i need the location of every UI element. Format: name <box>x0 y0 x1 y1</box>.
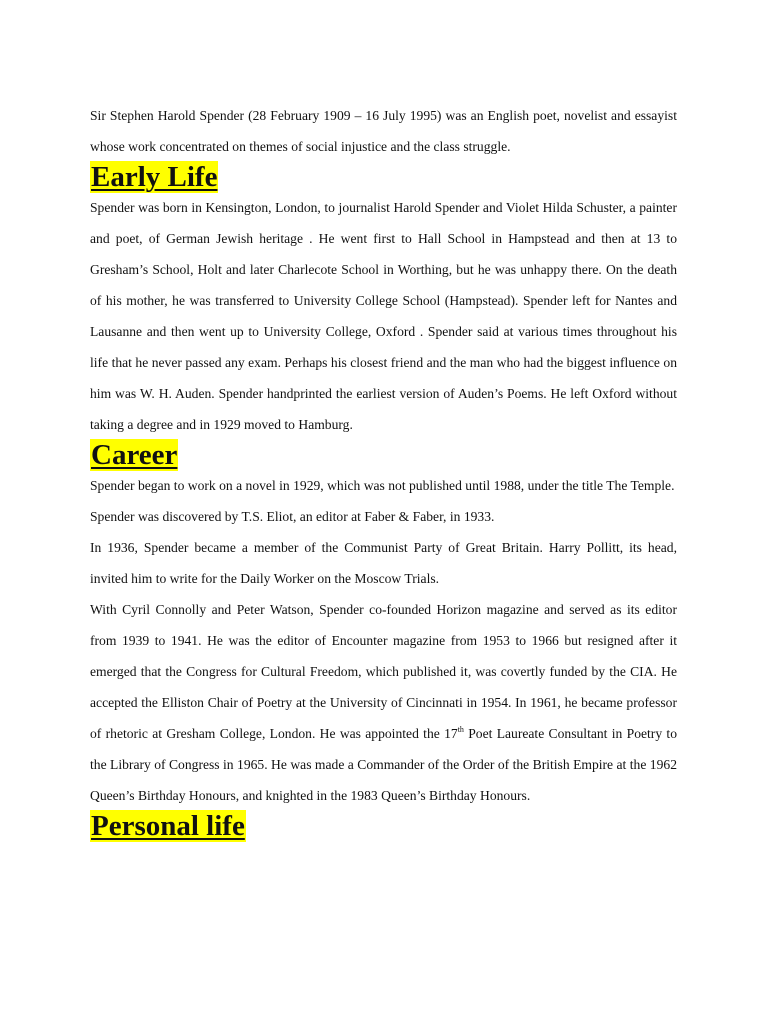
early-life-heading-text: Early Life <box>91 161 218 193</box>
ordinal-superscript: th <box>457 725 464 734</box>
career-paragraph-novel: Spender began to work on a novel in 1929, which was not published until 1988, under the title The Temple. <box>90 478 675 493</box>
career-paragraph-eliot: Spender was discovered by T.S. Eliot, an editor at Faber & Faber, in 1933. <box>90 509 495 524</box>
career-paragraph-horizon-part1: With Cyril Connolly and Peter Watson, Spender co-founded Horizon magazine and served as its editor from 1939 to 1941. He was the editor of Encounter magazine from 1953 to 1966 but resigned after it emerged that the Congress for Cultural Freedom, which published it, was covertly funded by the CIA. He accepted the Elliston Chair of Poetry at the University of Cincinnati in 1954. In 1961, he became professor of rhetoric at Gresham College, London. He was appointed the 17 <box>90 602 677 741</box>
career-paragraph-horizon-part2: Poet Laureate Consultant in Poetry to the Library of Congress in 1965. He was made a Commander of the Order of the British Empire at the 1962 Queen’s Birthday Honours, and knighted in the 1983 Queen’s Birthday Honours. <box>90 726 677 803</box>
career-heading-text: Career <box>91 439 178 471</box>
career-heading <box>90 440 677 470</box>
document-page <box>90 100 677 841</box>
early-life-paragraph: Spender was born in Kensington, London, to journalist Harold Spender and Violet Hilda Schuster, a painter and poet, of German Jewish heritage . He went first to Hall School in Hampstead and then at 13 to Gresham’s School, Holt and later Charlecote School in Worthing, but he was unhappy there. On the death of his mother, he was transferred to University College School (Hampstead). Spender left for Nantes and Lausanne and then went up to University College, Oxford . Spender said at various times throughout his life that he never passed any exam. Perhaps his closest friend and the man who had the biggest influence on him was W. H. Auden. Spender handprinted the earliest version of Auden’s Poems. He left Oxford without taking a degree and in 1929 moved to Hamburg. <box>90 200 677 432</box>
early-life-heading <box>90 162 677 192</box>
personal-life-heading <box>90 811 677 841</box>
career-paragraph-horizon <box>90 594 677 811</box>
career-paragraph-communist: In 1936, Spender became a member of the Communist Party of Great Britain. Harry Pollitt, its head, invited him to write for the Daily Worker on the Moscow Trials. <box>90 540 677 586</box>
personal-life-heading-text: Personal life <box>91 810 245 842</box>
intro-paragraph: Sir Stephen Harold Spender (28 February 1909 – 16 July 1995) was an English poet, novelist and essayist whose work concentrated on themes of social injustice and the class struggle. <box>90 108 677 154</box>
